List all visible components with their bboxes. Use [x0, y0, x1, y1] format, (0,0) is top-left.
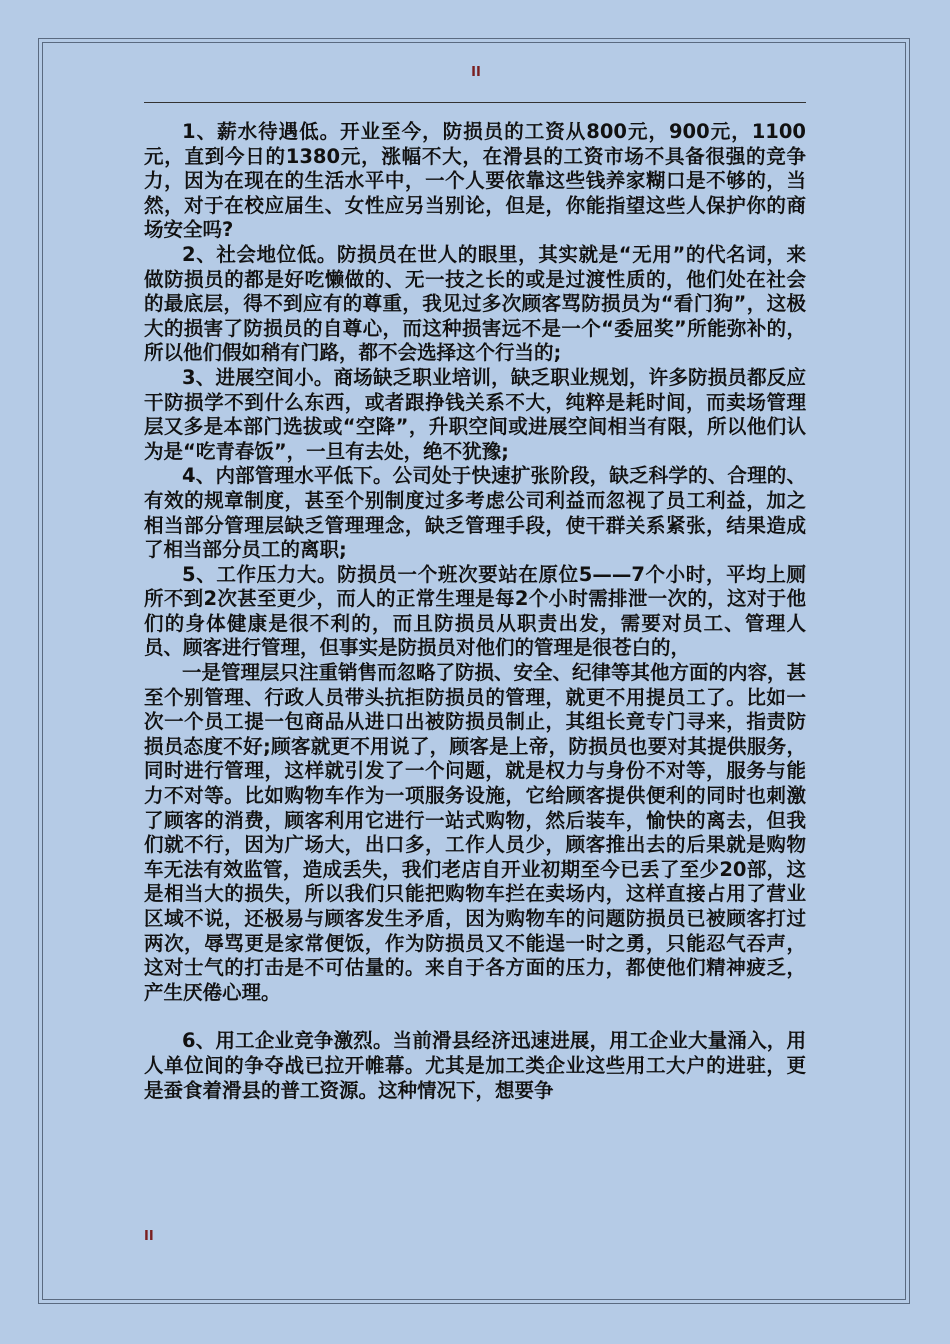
paragraph-development-space: 3、进展空间小。商场缺乏职业培训，缺乏职业规划，许多防损员都反应干防损学不到什么东西，或者跟挣钱关系不大，纯粹是耗时间，而卖场管理层又多是本部门选拔或“空降”，升职空间或进展空间相当有限，所以他们认为是“吃青春饭”，一旦有去处，绝不犹豫; [144, 365, 806, 463]
document-body [144, 120, 806, 1220]
paragraph-internal-management: 4、内部管理水平低下。公司处于快速扩张阶段，缺乏科学的、合理的、有效的规章制度，甚至个别制度过多考虑公司利益而忽视了员工利益，加之相当部分管理层缺乏管理理念，缺乏管理手段，使干群关系紧张，结果造成了相当部分员工的离职; [144, 464, 806, 562]
header-rule [144, 102, 806, 103]
header-mark: II [471, 65, 481, 80]
paragraph-employer-competition: 6、用工企业竞争激烈。当前滑县经济迅速进展，用工企业大量涌入，用人单位间的争夺战已拉开帷幕。尤其是加工类企业这些用工大户的进驻，更是蚕食着滑县的普工资源。这种情况下，想要争 [144, 1029, 806, 1102]
paragraph-salary: 1、薪水待遇低。开业至今，防损员的工资从800元，900元，1100元，直到今日的1380元，涨幅不大，在滑县的工资市场不具备很强的竞争力，因为在现在的生活水平中，一个人要依靠这些钱养家糊口是不够的，当然，对于在校应届生、女性应另当别论，但是，你能指望这些人保护你的商场安全吗? [144, 120, 806, 242]
footer-mark: II [144, 1229, 154, 1244]
paragraph-work-pressure: 5、工作压力大。防损员一个班次要站在原位5——7个小时，平均上厕所不到2次甚至更少，而人的正常生理是每2个小时需排泄一次的，这对于他们的身体健康是很不利的，而且防损员从职责出发，需要对员工、管理人员、顾客进行管理，但事实是防损员对他们的管理是很苍白的， [144, 562, 806, 660]
paragraph-social-status: 2、社会地位低。防损员在世人的眼里，其实就是“无用”的代名词，来做防损员的都是好吃懒做的、无一技之长的或是过渡性质的，他们处在社会的最底层，得不到应有的尊重，我见过多次顾客骂防损员为“看门狗”，这极大的损害了防损员的自尊心，而这种损害远不是一个“委屈奖”所能弥补的，所以他们假如稍有门路，都不会选择这个行当的; [144, 242, 806, 365]
paragraph-management-neglect: 一是管理层只注重销售而忽略了防损、安全、纪律等其他方面的内容，甚至个别管理、行政人员带头抗拒防损员的管理，就更不用提员工了。比如一次一个员工提一包商品从进口出被防损员制止，其组长竟专门寻来，指责防损员态度不好;顾客就更不用说了，顾客是上帝，防损员也要对其提供服务，同时进行管理，这样就引发了一个问题，就是权力与身份不对等，服务与能力不对等。比如购物车作为一项服务设施，它给顾客提供便利的同时也刺激了顾客的消费，顾客利用它进行一站式购物，然后装车，愉快的离去，但我们就不行，因为广场大，出口多，工作人员少，顾客推出去的后果就是购物车无法有效监管，造成丢失，我们老店自开业初期至今已丢了至少20部，这是相当大的损失，所以我们只能把购物车拦在卖场内，这样直接占用了营业区域不说，还极易与顾客发生矛盾，因为购物车的问题防损员已被顾客打过两次，辱骂更是家常便饭，作为防损员又不能逞一时之勇，只能忍气吞声，这对士气的打击是不可估量的。来自于各方面的压力，都使他们精神疲乏，产生厌倦心理。 [144, 661, 806, 1004]
